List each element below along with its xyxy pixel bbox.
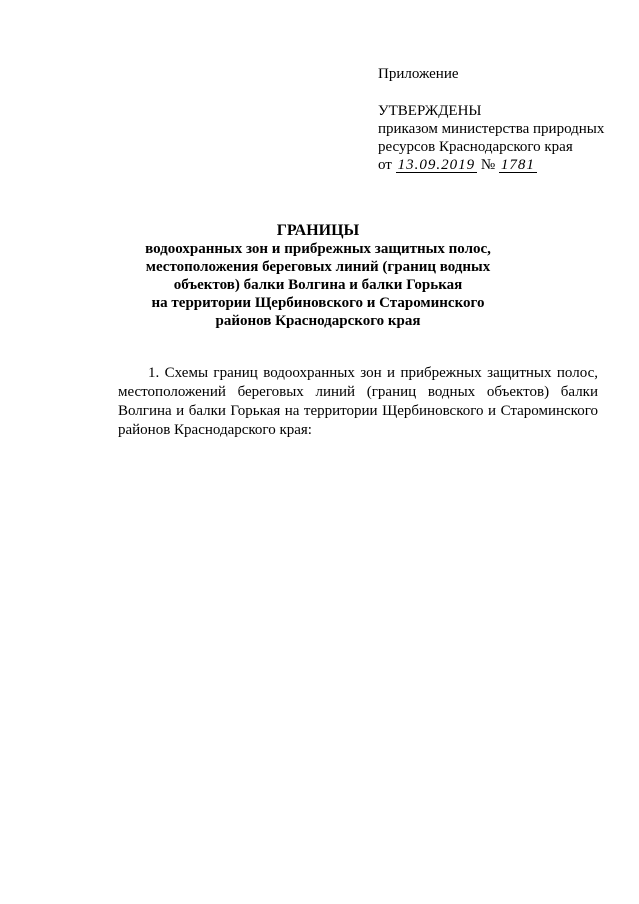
- approval-block: [378, 65, 604, 174]
- title-line: объектов) балки Волгина и балки Горькая: [173, 277, 463, 293]
- handwritten-number: 1781: [500, 157, 535, 173]
- approved-label: УТВЕРЖДЕНЫ: [378, 103, 482, 119]
- title-line: районов Краснодарского края: [215, 313, 421, 329]
- from-label: от: [378, 157, 392, 173]
- approval-line-2: ресурсов Краснодарского края: [378, 139, 573, 155]
- approval-date-line: [378, 156, 604, 174]
- title-heading: ГРАНИЦЫ: [276, 222, 360, 239]
- appendix-label: Приложение: [378, 66, 459, 82]
- document-title: [118, 222, 518, 330]
- approval-line-1: приказом министерства природных: [378, 121, 605, 137]
- body-paragraph: 1. Схемы границ водоохранных зон и прибрежных защитных полос, местоположений береговых линий (границ водных объектов) балки Волгина и балки Горькая на территории Щербиновского и Староминского районов Краснодарского края:: [118, 365, 598, 438]
- title-line: местоположения береговых линий (границ водных: [145, 259, 491, 275]
- number-sign: №: [480, 157, 496, 173]
- handwritten-date: 13.09.2019: [397, 157, 476, 173]
- title-line: водоохранных зон и прибрежных защитных полос,: [145, 241, 491, 257]
- title-line: на территории Щербиновского и Староминского: [151, 295, 485, 311]
